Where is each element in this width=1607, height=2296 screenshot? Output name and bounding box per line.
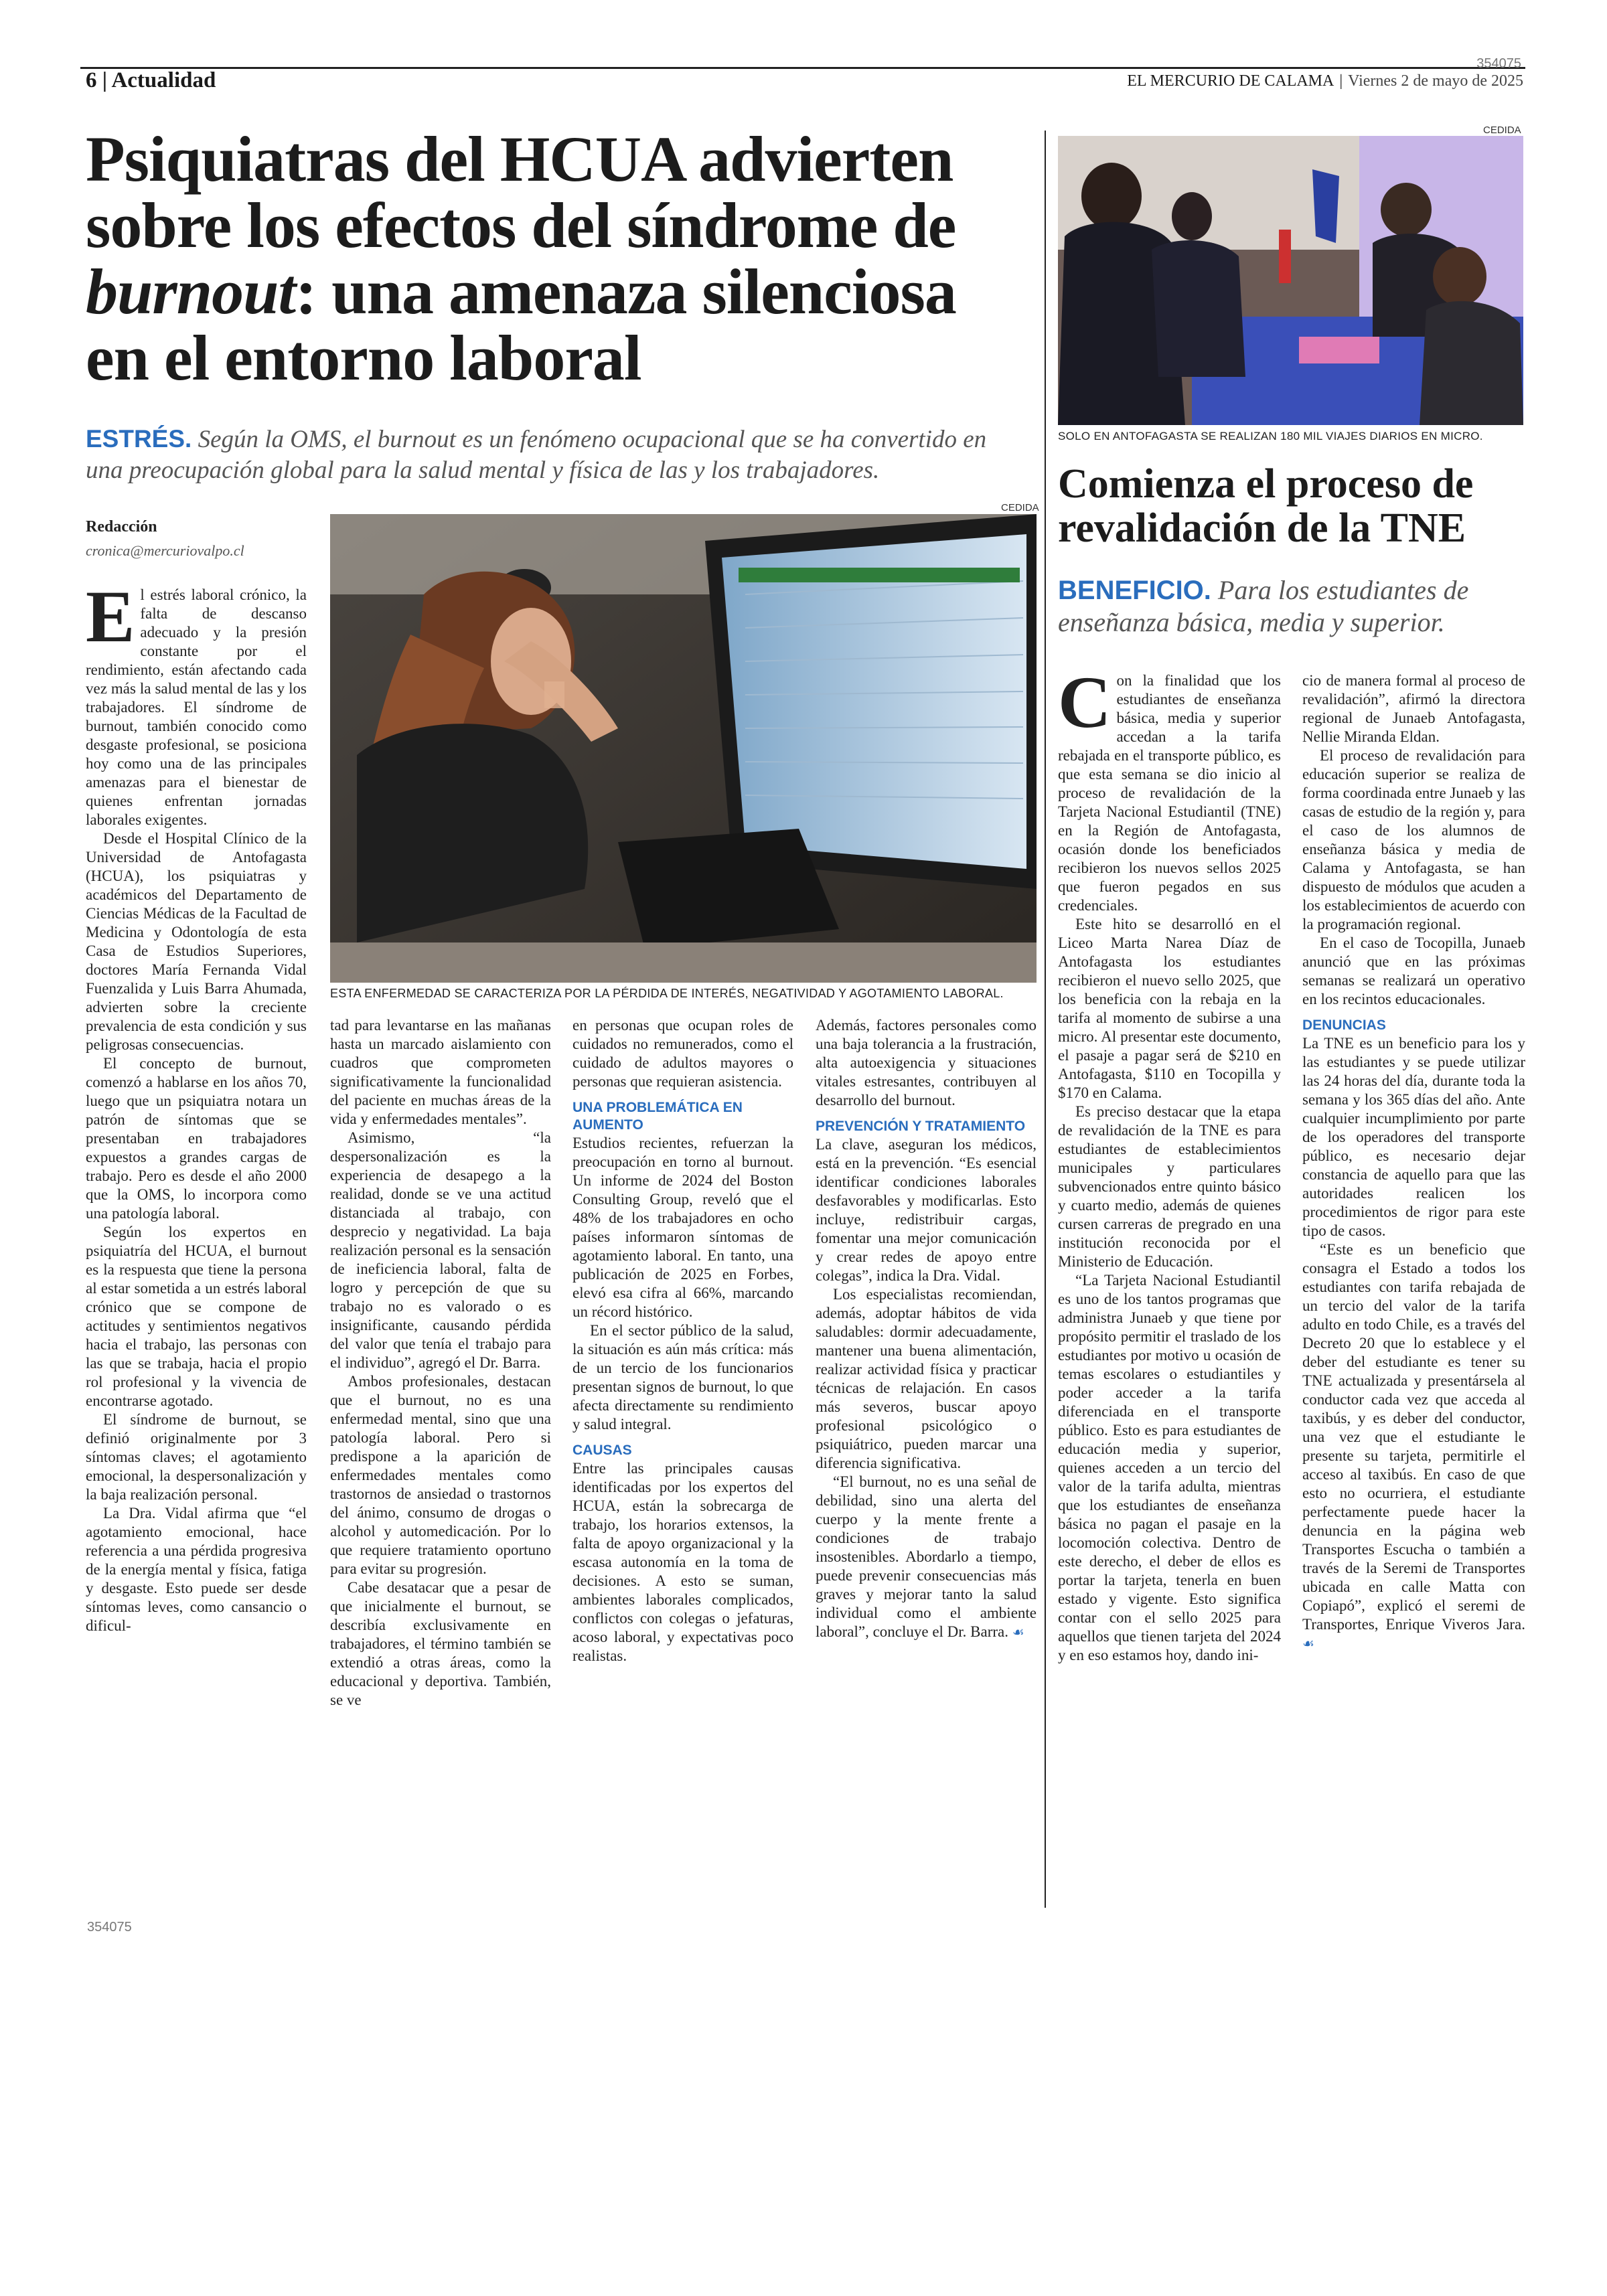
header-rule xyxy=(80,67,1525,69)
end-mark-icon: ☙ xyxy=(1012,1624,1024,1640)
section-heading-prevencion: PREVENCIÓN Y TRATAMIENTO xyxy=(816,1119,1026,1134)
page-section-label: 6 | Actualidad xyxy=(86,68,216,92)
side-photo-caption: SOLO EN ANTOFAGASTA SE REALIZAN 180 MIL VIAJES DIARIOS EN MICRO. xyxy=(1058,430,1483,442)
article-column-4: Además, factores personales como una baja tolerancia a la frustración, alta autoexigencia y situaciones vitales estresantes, contribuyen al desarrollo del burnout. PREVENCIÓN Y TRATAMIENTO La clave, aseguran los médicos, está en la prevención. “Es esencial identificar condiciones laborales desfavorables y modificarlas. Esto incluye, redistribuir cargas, fomentar una mejor comunicación y crear redes de apoyo entre colegas”, indica la Dra. Vidal. Los especialistas recomiendan, además, adoptar hábitos de vida saludables: dormir adecuadamente, mantener una buena alimentación, realizar actividad física y practicar técnicas de relajación. En casos más severos, buscar apoyo profesional psicológico o psiquiátrico, pueden marcar una diferencia significativa. “El burnout, no es una señal de debilidad, sino una alerta del cuerpo y la mente frente a condiciones de trabajo insostenibles. Abordarlo a tiempo, puede prevenir consecuencias más graves y mejorar tanto la salud individual como el ambiente laboral”, concluye el Dr. Barra. ☙ xyxy=(816,1017,1037,1640)
side-headline: Comienza el proceso de revalidación de la TNE xyxy=(1058,461,1474,551)
main-subtitle: ESTRÉS. Según la OMS, el burnout es un fenómeno ocupacional que se ha convertido en una preocupación global para la salud mental y física de las y los trabajadores. xyxy=(86,425,987,484)
article-column-2: tad para levantarse en las mañanas hasta un marcado aislamiento con cuadros que comprometen significativamente la funcionalidad del paciente en muchas áreas de la vida y enfermedades mentales”. Asimismo, “la despersonalización es la experiencia de desapego a la realidad, donde se ve una actitud distanciada al trabajo, con desprecio y negatividad. La baja realización personal es la sensación de ineficiencia laboral, falta de logro y percepción de que su trabajo no es valorado o es insignificante, causando pérdida del valor que tenía el trabajo para el individuo”, agregó el Dr. Barra. Ambos profesionales, destacan que el burnout, no es una enfermedad mental, sino que una patología laboral. Pero si predispone a la aparición de enfermedades mentales como trastornos de ansiedad o trastornos del ánimo, consumo de drogas o alcohol y automedicación. Por lo que requiere tratamiento oportuno para evitar su progresión. Cabe desatacar que a pesar de que inicialmente el burnout, se describía exclusivamente en trabajadores, el término también se extendió a otras áreas, como la educacional y deportiva. También, se ve xyxy=(330,1017,551,1708)
side-column-1: Con la finalidad que los estudiantes de enseñanza básica, media y superior accedan a la tarifa rebajada en el transporte público, es que esta semana se dio inicio al proceso de revalidación de la Tarjeta Nacional Estudiantil (TNE) en la Región de Antofagasta, ocasión donde los beneficiados recibieron los nuevos sellos 2025 que fueron pegados en sus credenciales. Este hito se desarrolló en el Liceo Marta Narea Díaz de Antofagasta los estudiantes recibieron el nuevo sello 2025, que los beneficia con la rebaja en la tarifa al momento de subirse a una micro. Al presentar este documento, el pasaje a pagar será de $210 en Antofagasta, $110 en Tocopilla y $170 en Calama. Es preciso destacar que la etapa de revalidación de la TNE es para estudiantes de establecimientos municipales y particulares subvencionados entre quinto básico y cuarto medio, además de quienes cursen carreras de pregrado en una institución reconocida por el Ministerio de Educación. “La Tarjeta Nacional Estudiantil es uno de los tantos programas que administra Junaeb y que tiene por propósito permitir el traslado de los estudiantes por motivo u ocasión de temas escolares o estudiantiles y poder acceder a la tarifa diferenciada en el transporte público. Esto es para estudiantes de educación media y superior, quienes acceden a un tercio del valor de la tarifa adulta, mientras que los estudiantes de enseñanza básica no pagan el pasaje en la locomoción colectiva. Dentro de este derecho, el deber de ellos es portar la tarjeta, tenerla en buen estado y vigente. Esto significa contar con el sello 2025 para aquellos que tienen tarjeta del 2024 y en eso estamos hoy, dando ini- xyxy=(1058,671,1281,1663)
photo-caption: ESTA ENFERMEDAD SE CARACTERIZA POR LA PÉRDIDA DE INTERÉS, NEGATIVIDAD Y AGOTAMIENTO LABORAL. xyxy=(330,987,1004,1000)
side-column-2: cio de manera formal al proceso de revalidación”, afirmó la directora regional de Junaeb Antofagasta, Nellie Miranda Eldan. El proceso de revalidación para educación superior se realiza de forma coordinada entre Junaeb y las casas de estudio de la región y, para el caso de los alumnos de enseñanza básica y media de Calama y Antofagasta, se han dispuesto de módulos que acuden a los establecimientos de acuerdo con la programación regional. En el caso de Tocopilla, Junaeb anunció que en las próximas semanas se realizará un operativo en los recintos educacionales. DENUNCIAS La TNE es un beneficio para los y las estudiantes y se puede utilizar las 24 horas del día, durante toda la semana y los 365 días del año. Ante cualquier incumplimiento por parte de los operadores del transporte público, es necesario dejar constancia de aquello para que las autoridades realicen los procedimientos de rigor para este tipo de casos. “Este es un beneficio que consagra el Estado a todos los estudiantes con tarifa rebajada de un tercio del valor de la tarifa adulto en todo Chile, es a través del Decreto 20 que lo establece y el deber del estudiante es tener su TNE actualizada y presentársela al conductor cada vez que acceda al taxibús, y es deber del conductor, una vez que el estudiante le presente su tarjeta, permitirle el acceso al taxibús. En caso de que esto no ocurriera, el estudiante perfectamente puede hacer la denuncia en la página web Transportes Escucha o también a través de la Seremi de Transportes ubicada en calle Matta con Copiapó”, explicó el seremi de Transportes, Enrique Viveros Jara. ☙ xyxy=(1302,672,1525,1651)
photo-credit: CEDIDA xyxy=(1001,502,1039,513)
burnout-photo-illustration xyxy=(330,514,1037,983)
code-top: 354075 xyxy=(1476,56,1521,71)
end-mark-icon: ☙ xyxy=(1302,1635,1314,1651)
burnout-photo xyxy=(330,514,1037,983)
tne-photo-illustration xyxy=(1058,136,1523,425)
article-column-1: El estrés laboral crónico, la falta de descanso adecuado y la presión constante por el rendimiento, están afectando cada vez más la salud mental de las y los trabajadores. El síndrome de burnout, también conocido como desgaste profesional, se posiciona hoy como una de las principales amenazas para el bienestar de quienes enfrentan jornadas laborales exigentes. Desde el Hospital Clínico de la Universidad de Antofagasta (HCUA), los psiquiatras y académicos del Departamento de Ciencias Médicas de la Facultad de Medicina y Odontología de esta Casa de Estudios Superiores, doctores María Fernanda Vidal Fuenzalida y Luis Barra Ahumada, advierten sobre la creciente prevalencia de esta condición y sus peligrosas consecuencias. El concepto de burnout, comenzó a hablarse en los años 70, luego que un psiquiatra notara un patrón de síntomas que se presentaban en trabajadores expuestos a grandes cargas de trabajo. Pero es desde el año 2000 que la OMS, lo incorpora como una patología laboral. Según los expertos en psiquiatría del HCUA, el burnout es la respuesta que tiene la persona al estar sometida a un estrés laboral crónico que se compone de actitudes y sentimientos negativos hacia el trabajo, las personas con las que se trabaja, hacia el propio rol profesional y la vivencia de encontrarse agotado. El síndrome de burnout, se definió originalmente por 3 síntomas claves; el agotamiento emocional, la despersonalización y la baja realización personal. La Dra. Vidal afirma que “el agotamiento emocional, hace referencia a una pérdida progresiva de la energía mental y física, fatiga y desgaste. Esto puede ser desde síntomas leves, como cansancio o dificul- xyxy=(86,586,307,1634)
section-heading-denuncias: DENUNCIAS xyxy=(1302,1017,1386,1033)
main-kicker: ESTRÉS. xyxy=(86,425,192,453)
newspaper-name: EL MERCURIO DE CALAMA xyxy=(1127,72,1334,90)
side-kicker: BENEFICIO. xyxy=(1058,576,1211,605)
page-number: 6 xyxy=(86,68,97,92)
side-subtitle: BENEFICIO. Para los estudiantes de enseñanza básica, media y superior. xyxy=(1058,575,1469,637)
code-bottom: 354075 xyxy=(87,1920,132,1935)
column-separator xyxy=(1045,131,1046,1908)
article-column-3: en personas que ocupan roles de cuidados no remunerados, como el cuidado de adultos mayores o personas que requieran asistencia. UNA PROBLEMÁTICA EN AUMENTO Estudios recientes, refuerzan la preocupación en torno al burnout. Un informe de 2024 del Boston Consulting Group, reveló que el 48% de los trabajadores en ocho países informaron síntomas de agotamiento laboral. En tanto, una publicación de 2025 en Forbes, elevó esa cifra al 66%, marcando un récord histórico. En el sector público de la salud, la situación es aún más crítica: más de un tercio de los funcionarios presentan signos de burnout, lo que afecta directamente su rendimiento y salud integral. CAUSAS Entre las principales causas identificadas por los expertos del HCUA, están la sobrecarga de trabajo, los horarios extensos, la falta de apoyo organizacional y la escasa autonomía en la toma de decisiones. A esto se suman, ambientes laborales complicados, conflictos con colegas o jefaturas, acoso laboral, y expectativas poco realistas. xyxy=(572,1017,793,1664)
byline-email: cronica@mercuriovalpo.cl xyxy=(86,542,244,559)
tne-photo xyxy=(1058,136,1523,425)
section-name: Actualidad xyxy=(111,68,216,92)
issue-date: Viernes 2 de mayo de 2025 xyxy=(1348,72,1523,90)
side-photo-credit: CEDIDA xyxy=(1483,125,1521,136)
section-heading-problematica: UNA PROBLEMÁTICA EN AUMENTO xyxy=(572,1100,743,1133)
byline: Redacción xyxy=(86,518,157,536)
main-headline: Psiquiatras del HCUA advierten sobre los efectos del síndrome de burnout: una amenaza silenciosa en el entorno laboral xyxy=(86,123,956,394)
section-heading-causas: CAUSAS xyxy=(572,1443,632,1458)
newspaper-dateline: EL MERCURIO DE CALAMA | Viernes 2 de mayo de 2025 xyxy=(1127,72,1523,90)
